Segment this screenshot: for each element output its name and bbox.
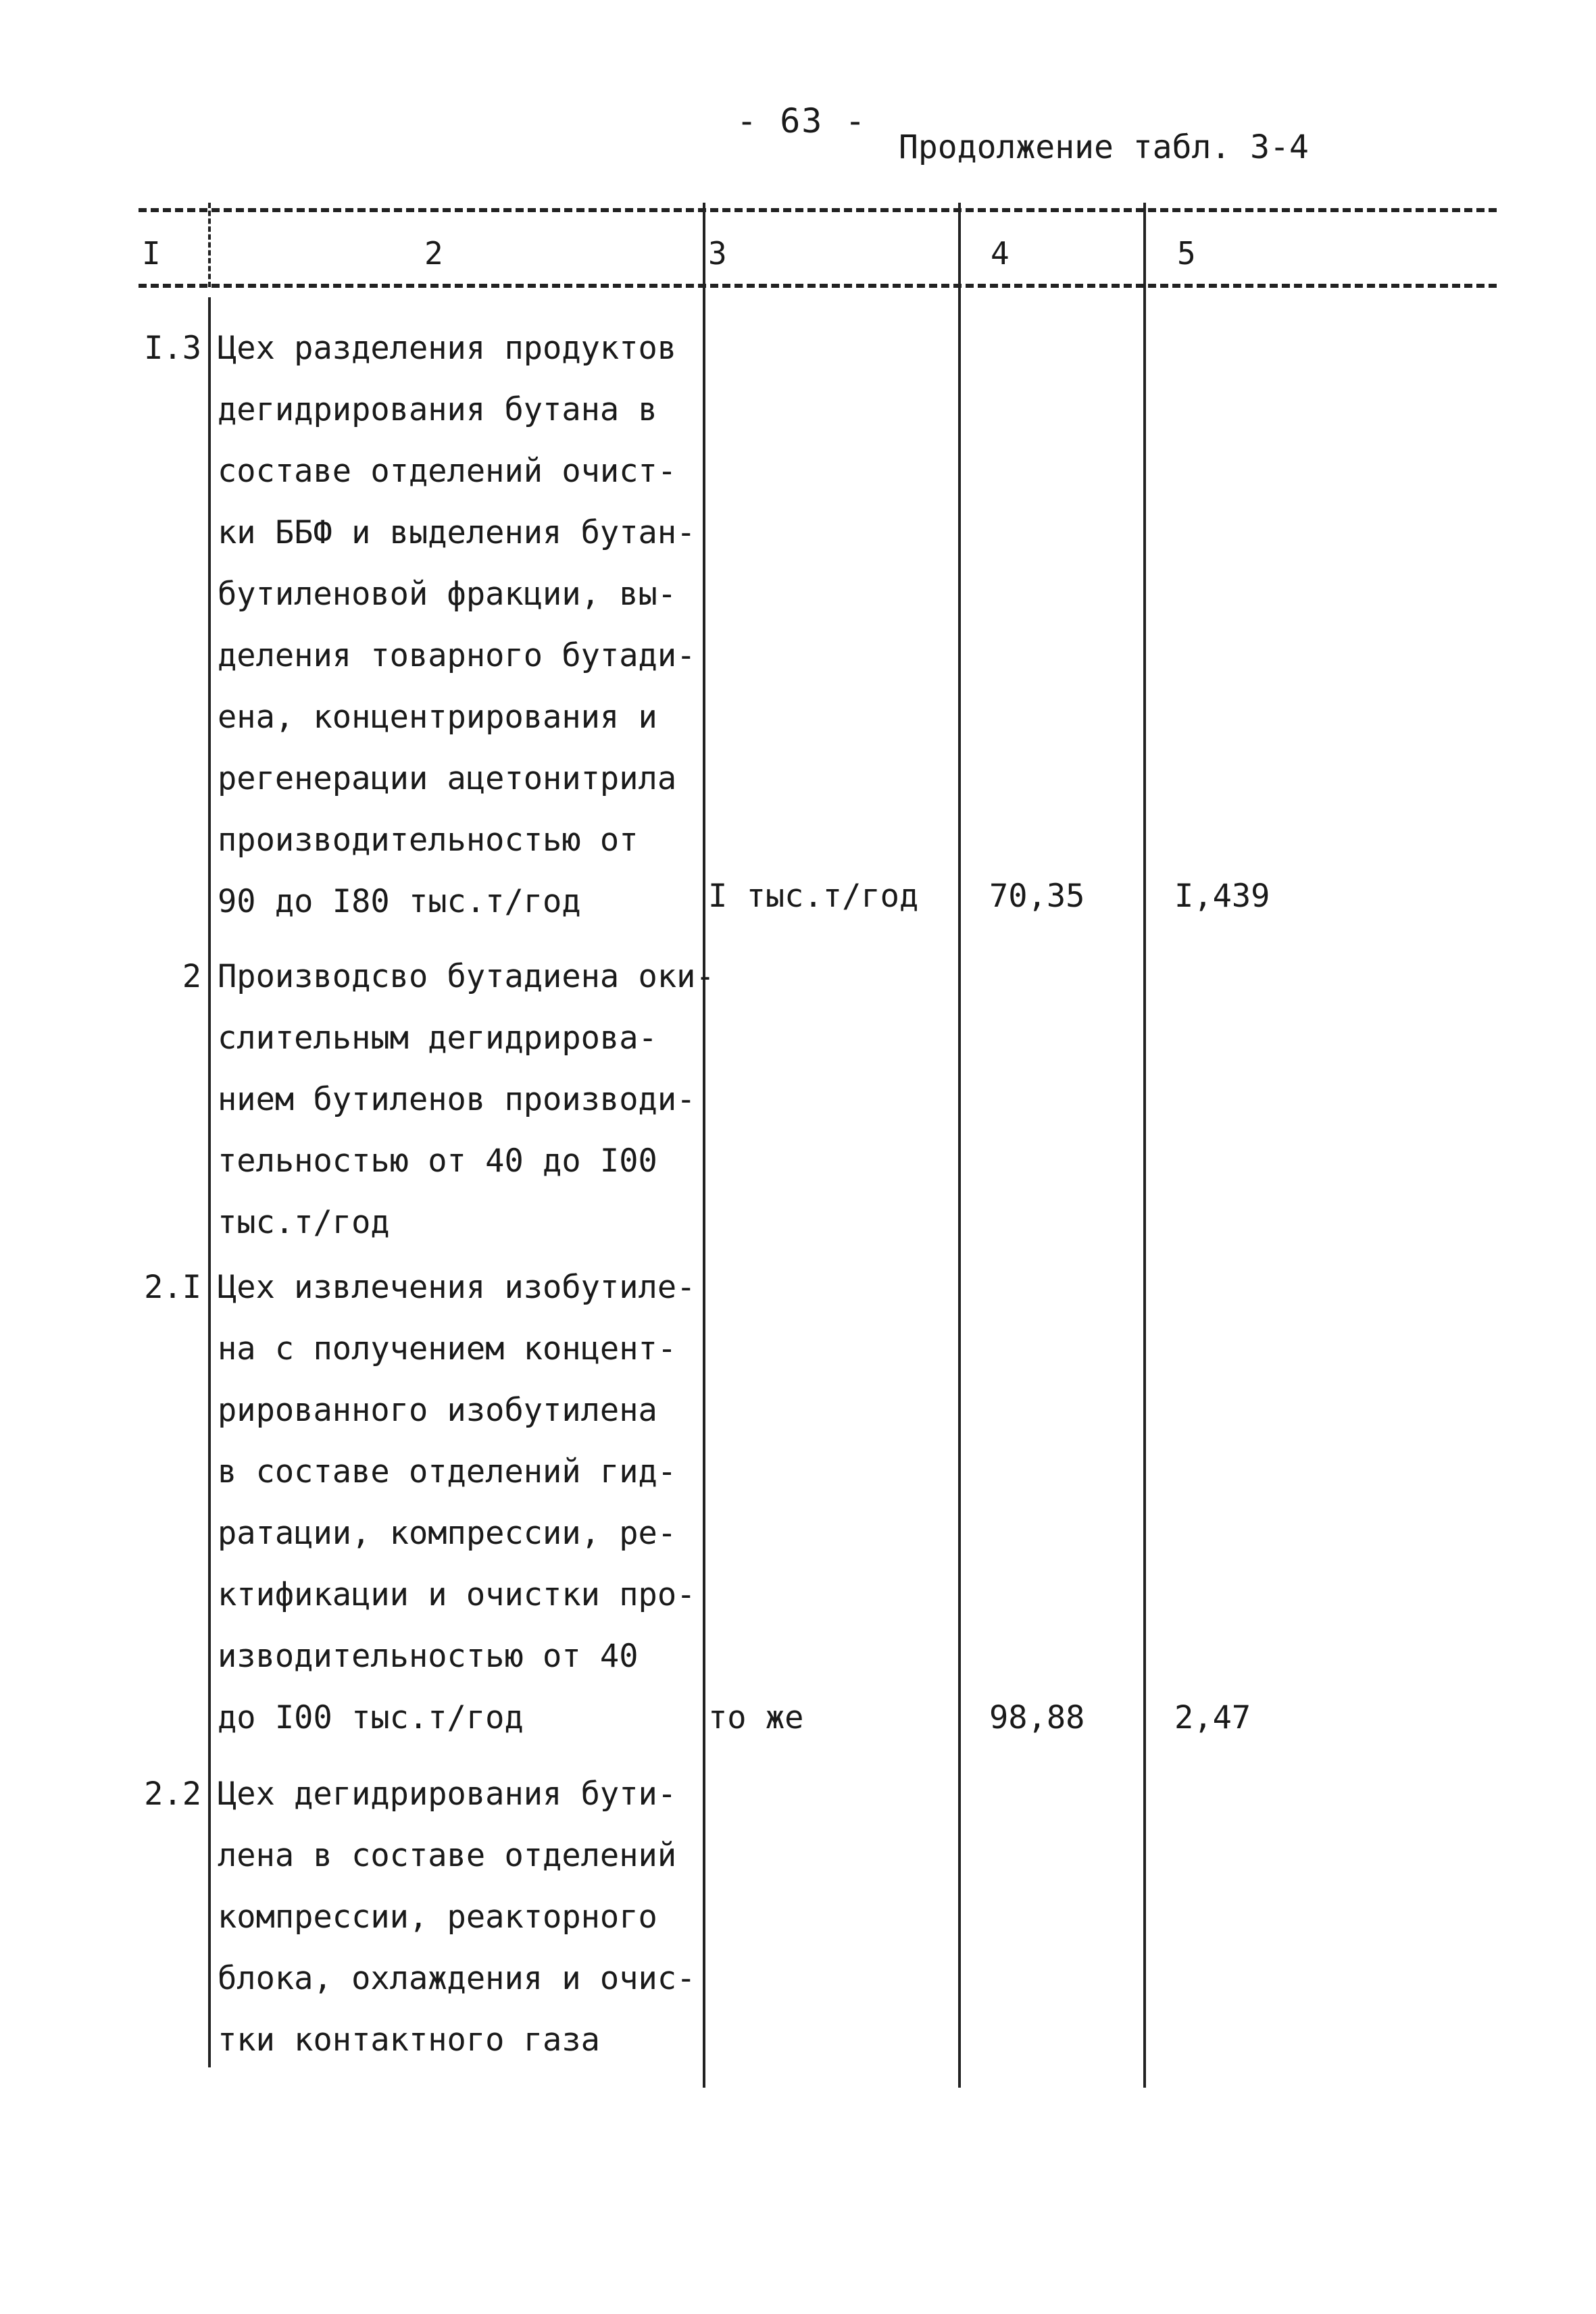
row-value-col5: 2,47 <box>1174 1699 1251 1736</box>
row-number: 2 <box>182 958 201 995</box>
column-divider-1 <box>208 203 211 287</box>
column-header-5: 5 <box>1177 235 1196 272</box>
column-header-3: 3 <box>708 235 727 272</box>
row-description: Производсво бутадиена оки- слительным дегидрирова- нием бутиленов производи- тельностью от 40 до I00 тыс.т/год <box>218 958 715 1241</box>
row-number: 2.I <box>144 1269 201 1306</box>
row-description: Цех дегидрирования бути- лена в составе отделений компрессии, реакторного блока, охлаждения и очис- тки контактного газа <box>218 1776 696 2059</box>
table-top-rule <box>139 208 1497 212</box>
table-header-rule <box>139 284 1497 288</box>
row-description: Цех разделения продуктов дегидрирования бутана в составе отделений очист- ки ББФ и выделения бутан- бутиленовой фракции, вы- деления товарного бутади- ена, концентрирования и регенерации ацетонитрила производительностью от 90 до I80 тыс.т/год <box>218 330 696 920</box>
row-value-col4: 70,35 <box>989 878 1085 915</box>
row-value-col5: I,439 <box>1174 878 1270 915</box>
column-header-2: 2 <box>424 235 443 272</box>
column-divider-1-body <box>208 297 211 2067</box>
page-number: - 63 - <box>737 101 867 141</box>
row-value-col4: 98,88 <box>989 1699 1085 1736</box>
column-header-4: 4 <box>991 235 1009 272</box>
table-continuation-caption: Продолжение табл. 3-4 <box>899 128 1309 166</box>
column-divider-3 <box>958 203 961 2088</box>
row-unit: то же <box>708 1699 804 1736</box>
column-header-1: I <box>142 235 161 272</box>
row-unit: I тыс.т/год <box>708 878 919 915</box>
column-divider-4 <box>1143 203 1146 2088</box>
row-description: Цех извлечения изобутиле- на с получением концент- рированного изобутилена в составе отделений гид- ратации, компрессии, ре- ктификации и очистки про- изводительностью от 40 до I00 тыс.т/год <box>218 1269 696 1736</box>
row-number: 2.2 <box>144 1776 201 1813</box>
row-number: I.3 <box>144 330 201 367</box>
